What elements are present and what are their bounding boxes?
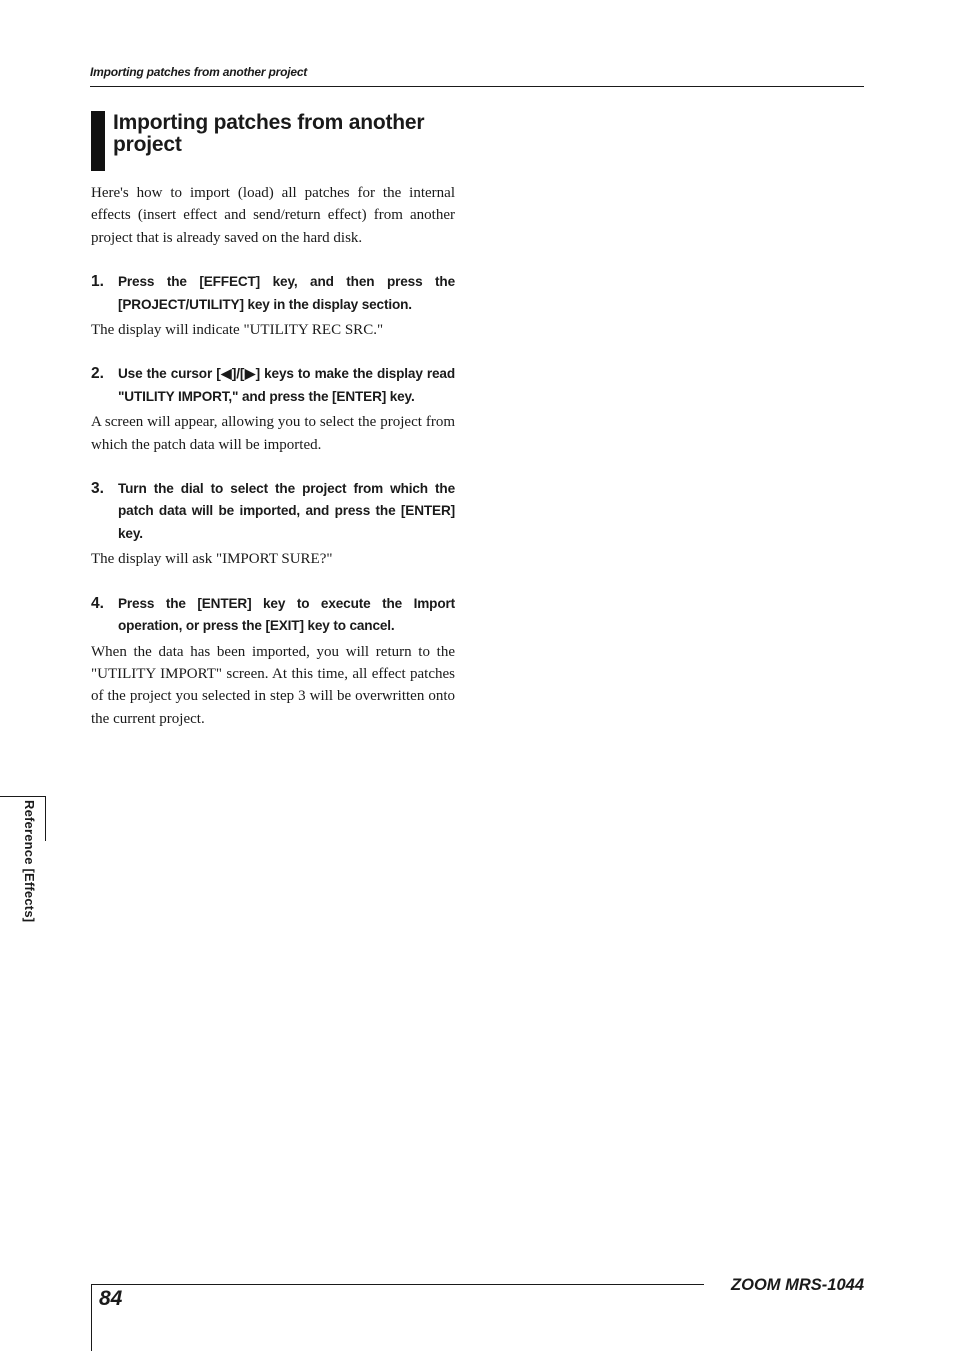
section-title: Importing patches from another project bbox=[113, 111, 425, 156]
main-column bbox=[91, 182, 455, 730]
step-number: 4. bbox=[91, 594, 104, 612]
step-result: When the data has been imported, you will return to the "UTILITY IMPORT" screen. At this time, all effect patches of the project you selected in step 3 will be overwritten onto the current project. bbox=[91, 643, 455, 727]
step-result: The display will ask "IMPORT SURE?" bbox=[91, 551, 333, 568]
step-instruction-text: Press the [EFFECT] key, and then press the [PROJECT/UTILITY] key in the display section. bbox=[118, 274, 455, 312]
step-3 bbox=[91, 478, 455, 571]
step-number: 2. bbox=[91, 365, 104, 383]
footer-rule bbox=[91, 1284, 704, 1285]
step-number: 3. bbox=[91, 480, 104, 498]
step-result: The display will indicate "UTILITY REC SRC." bbox=[91, 322, 384, 339]
running-head: Importing patches from another project bbox=[90, 65, 308, 79]
step-2 bbox=[91, 363, 455, 456]
step-instruction bbox=[91, 593, 455, 638]
step-number: 1. bbox=[91, 273, 104, 291]
step-4 bbox=[91, 593, 455, 730]
step-instruction bbox=[91, 363, 455, 408]
step-instruction bbox=[91, 478, 455, 545]
step-instruction-text: Turn the dial to select the project from which the patch data will be imported, and press the [ENTER] key. bbox=[118, 481, 455, 541]
side-tab-rule bbox=[0, 796, 45, 797]
step-result: A screen will appear, allowing you to select the project from which the patch data will be imported. bbox=[91, 414, 455, 453]
footer-edge bbox=[91, 1284, 92, 1351]
step-instruction bbox=[91, 271, 455, 316]
step-1 bbox=[91, 271, 455, 341]
intro-paragraph: Here's how to import (load) all patches for the internal effects (insert effect and send/return effect) from another project that is already saved on the hard disk. bbox=[91, 185, 455, 246]
step-instruction-text: Use the cursor [◀]/[▶] keys to make the display read "UTILITY IMPORT," and press the [ENTER] key. bbox=[118, 366, 455, 404]
side-tab-edge bbox=[45, 796, 46, 841]
title-marker-bar bbox=[91, 111, 105, 171]
header-rule bbox=[90, 86, 864, 87]
side-tab-label: Reference [Effects] bbox=[22, 800, 37, 923]
product-name: ZOOM MRS-1044 bbox=[731, 1276, 864, 1294]
step-instruction-text: Press the [ENTER] key to execute the Import operation, or press the [EXIT] key to cancel. bbox=[118, 595, 455, 634]
page-number: 84 bbox=[99, 1287, 123, 1310]
